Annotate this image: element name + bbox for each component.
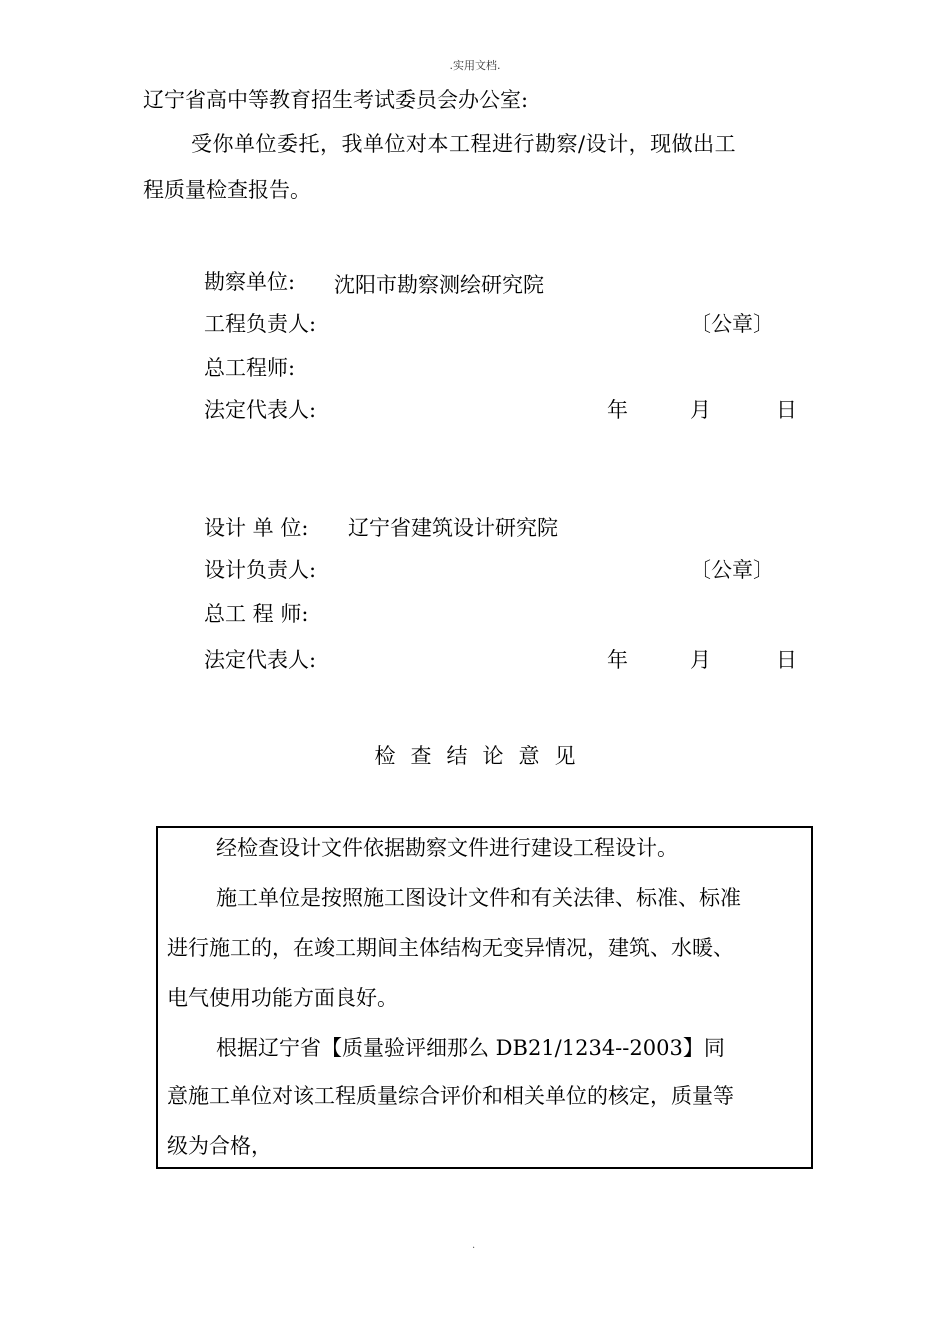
intro-line-2: 程质量检查报告。 [143,178,311,202]
survey-lead-label: 工程负责人: [204,312,317,336]
design-rep-label: 法定代表人: [204,648,317,672]
design-date-year: 年 [607,648,628,672]
design-lead-label: 设计负责人: [204,558,317,582]
survey-chief-label: 总工程师: [204,356,296,380]
header-note: .实用文档. [449,59,501,72]
survey-date-month: 月 [690,398,711,422]
opinion-line: 施工单位是按照施工图设计文件和有关法律、标准、标准 [216,886,741,910]
design-date-day: 日 [776,648,797,672]
opinion-line: 进行施工的，在竣工期间主体结构无变异情况，建筑、水暖、 [167,936,734,960]
design-unit-value: 辽宁省建筑设计研究院 [348,516,558,540]
opinion-line: 意施工单位对该工程质量综合评价和相关单位的核定，质量等 [167,1084,734,1108]
design-unit-label: 设计 单 位: [204,516,309,540]
opinion-box [156,826,813,1169]
design-chief-label: 总工 程 师: [204,602,309,626]
survey-unit-value: 沈阳市勘察测绘研究院 [334,273,544,297]
survey-seal: 〔公章〕 [690,312,774,336]
opinion-line: 级为合格， [167,1134,272,1158]
opinion-line: 经检查设计文件依据勘察文件进行建设工程设计。 [216,836,678,860]
opinion-title: 检查结论意见 [374,744,591,768]
addressee: 辽宁省高中等教育招生考试委员会办公室: [143,88,529,112]
survey-rep-label: 法定代表人: [204,398,317,422]
intro-line-1: 受你单位委托，我单位对本工程进行勘察/设计，现做出工 [191,132,737,156]
survey-unit-label: 勘察单位: [204,270,296,294]
survey-date-year: 年 [607,398,628,422]
opinion-line: 根据辽宁省【质量验评细那么 DB21/1234--2003】同 [216,1036,725,1060]
page-marker: . [472,1240,476,1251]
design-date-month: 月 [690,648,711,672]
opinion-line: 电气使用功能方面良好。 [167,986,398,1010]
design-seal: 〔公章〕 [690,558,774,582]
survey-date-day: 日 [776,398,797,422]
